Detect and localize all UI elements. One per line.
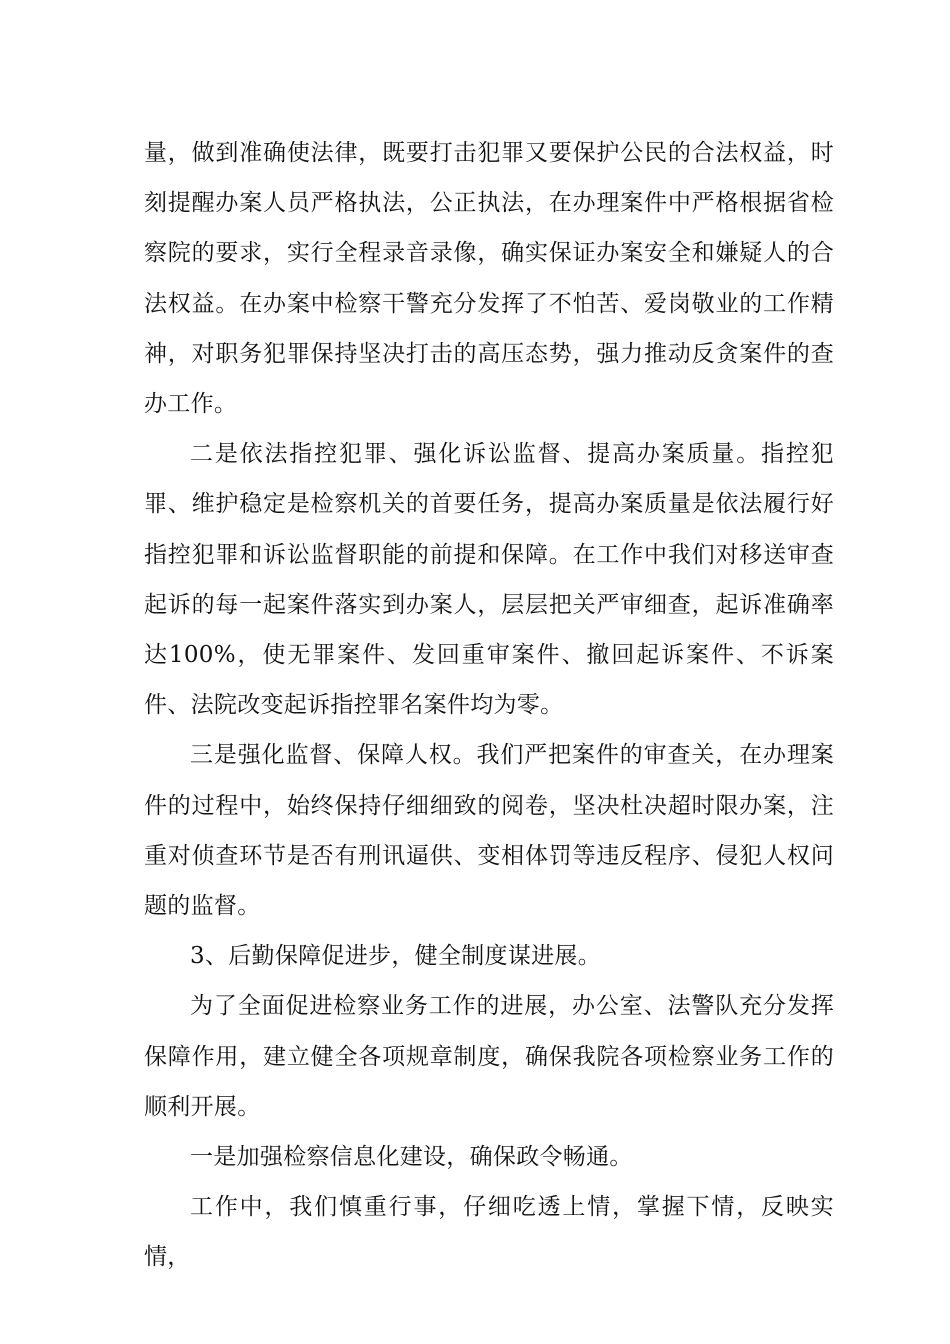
paragraph-logistics-support: 为了全面促进检察业务工作的进展，办公室、法警队充分发挥保障作用，建立健全各项规章制度，确保我院各项检察业务工作的顺利开展。	[144, 993, 834, 1120]
document-body	[144, 128, 834, 1283]
paragraph-informatization: 一是加强检察信息化建设，确保政令畅通。	[190, 1144, 633, 1171]
paragraph-human-rights: 三是强化监督、保障人权。我们严把案件的审查关，在办理案件的过程中，始终保持仔细细致的阅卷，坚决杜决超时限办案，注重对侦查环节是否有刑讯逼供、变相体罚等违反程序、侵犯人权问题的监督。	[144, 742, 834, 920]
paragraph-work-practice: 工作中，我们慎重行事，仔细吃透上情，掌握下情，反映实情，	[144, 1194, 834, 1271]
paragraph-prosecution-quality: 二是依法指控犯罪、强化诉讼监督、提高办案质量。指控犯罪、维护稳定是检察机关的首要任务，提高办案质量是依法履行好指控犯罪和诉讼监督职能的前提和保障。在工作中我们对移送审查起诉的每一起案件落实到办案人，层层把关严审细查，起诉准确率达100%，使无罪案件、发回重审案件、撤回起诉案件、不诉案件、法院改变起诉指控罪名案件均为零。	[144, 441, 834, 719]
section-heading-logistics: 3、后勤保障促进步，健全制度谋进展。	[190, 943, 602, 970]
paragraph-continuation: 量，做到准确使法律，既要打击犯罪又要保护公民的合法权益，时刻提醒办案人员严格执法，公正执法，在办理案件中严格根据省检察院的要求，实行全程录音录像，确实保证办案安全和嫌疑人的合法权益。在办案中检察干警充分发挥了不怕苦、爱岗敬业的工作精神，对职务犯罪保持坚决打击的高压态势，强力推动反贪案件的查办工作。	[144, 140, 834, 418]
